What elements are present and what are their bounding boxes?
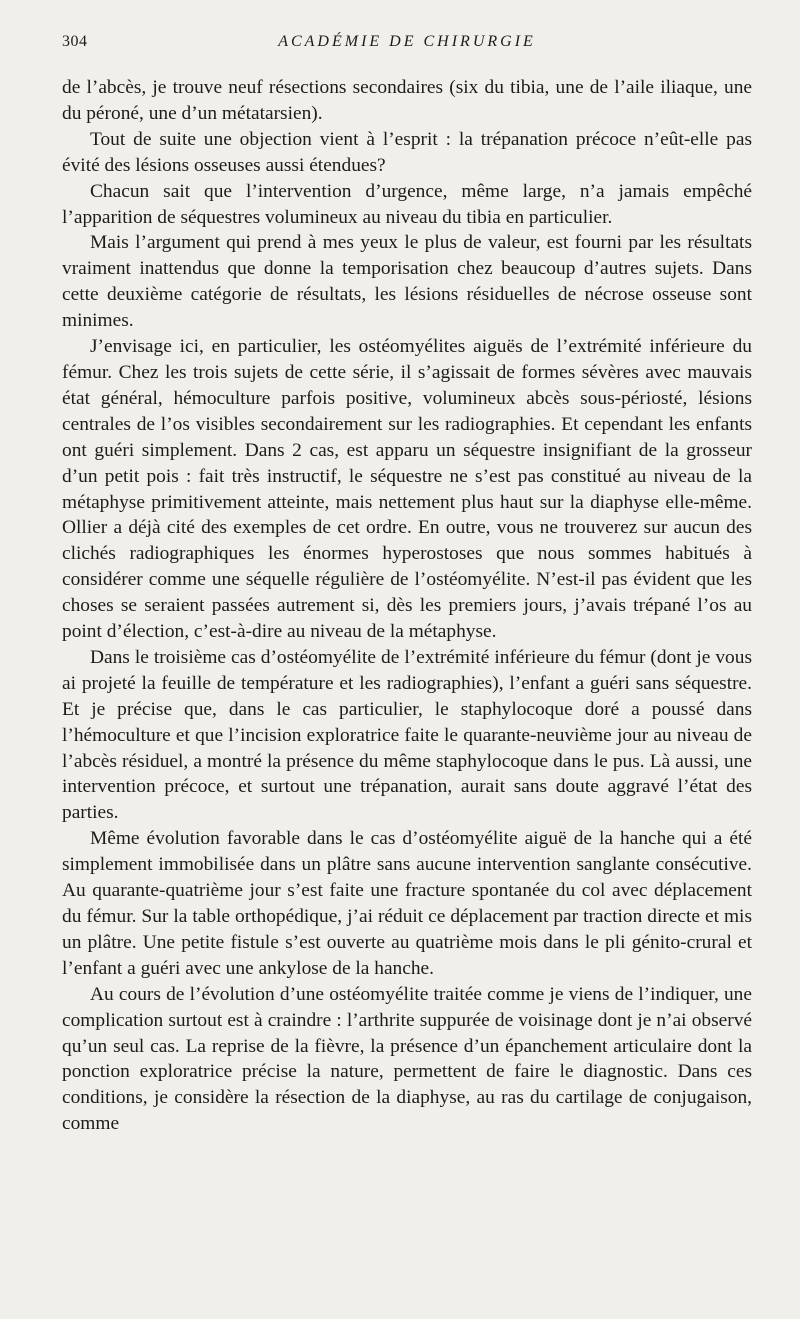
paragraph-2: Tout de suite une objection vient à l’esprit : la trépanation précoce n’eût-elle pas évité des lésions osseuses aussi étendues? xyxy=(62,128,752,176)
paragraph-4: Mais l’argument qui prend à mes yeux le plus de valeur, est fourni par les résultats vraiment inattendus que donne la temporisation chez beaucoup d’autres sujets. Dans cette deuxième catégorie de résultats, les lésions résiduelles de nécrose osseuse sont minimes. xyxy=(62,232,752,332)
paragraph-5: J’envisage ici, en particulier, les ostéomyélites aiguës de l’extrémité inférieure du fémur. Chez les trois sujets de cette série, il s’agissait de formes sévères avec mauvais état général, hémoculture parfois positive, volumineux abcès sous-périosté, lésions centrales de l’os visibles secondairement sur les radiographies. Et cependant les enfants ont guéri simplement. Dans 2 cas, est apparu un séquestre insignifiant de la grosseur d’un petit pois : fait très instructif, le séquestre ne s’est pas constitué au niveau de la métaphyse primitivement atteinte, mais nettement plus haut sur la diaphyse elle-même. Ollier a déjà cité des exemples de cet ordre. En outre, vous ne trouverez sur aucun des clichés radiographiques les énormes hyperostoses que nous sommes habitués à considérer comme une séquelle régulière de l’ostéomyélite. N’est-il pas évident que les choses se seraient passées autrement si, dès les premiers jours, j’avais trépané l’os au point d’élection, c’est-à-dire au niveau de la métaphyse. xyxy=(62,336,752,643)
paragraph-1: de l’abcès, je trouve neuf résections secondaires (six du tibia, une de l’aile iliaque, une du péroné, une d’un métatarsien). xyxy=(62,77,752,124)
page-header xyxy=(62,33,752,55)
paragraph-6: Dans le troisième cas d’ostéomyélite de l’extrémité inférieure du fémur (dont je vous ai projeté la feuille de température et les radiographies), l’enfant a guéri sans séquestre. Et je précise que, dans le cas particulier, le staphylocoque doré a poussé dans l’hémoculture et que l’incision exploratrice faite le quarante-neuvième jour au niveau de l’abcès résiduel, a montré la présence du même staphylocoque dans le pus. Là aussi, une intervention précoce, et surtout une trépanation, aurait sans doute aggravé l’état des parties. xyxy=(62,646,752,824)
page-number: 304 xyxy=(62,33,88,50)
body-text xyxy=(62,75,752,1137)
running-title: ACADÉMIE DE CHIRURGIE xyxy=(278,33,536,50)
paragraph-7: Même évolution favorable dans le cas d’ostéomyélite aiguë de la hanche qui a été simplement immobilisée dans un plâtre sans aucune intervention sanglante consécutive. Au quarante-quatrième jour s’est faite une fracture spontanée du col avec déplacement du fémur. Sur la table orthopédique, j’ai réduit ce déplacement par traction directe et mis un plâtre. Une petite fistule s’est ouverte au quatrième mois dans le pli génito-crural et l’enfant a guéri avec une ankylose de la hanche. xyxy=(62,828,752,979)
paragraph-8: Au cours de l’évolution d’une ostéomyélite traitée comme je viens de l’indiquer, une complication surtout est à craindre : l’arthrite suppurée de voisinage dont je n’ai observé qu’un seul cas. La reprise de la fièvre, la présence d’un épanchement articulaire dont la ponction exploratrice précise la nature, permettent de faire le diagnostic. Dans ces conditions, je considère la résection de la diaphyse, au ras du cartilage de conjugaison, comme xyxy=(62,983,752,1135)
paragraph-3: Chacun sait que l’intervention d’urgence, même large, n’a jamais empêché l’apparition de séquestres volumineux au niveau du tibia en particulier. xyxy=(62,180,752,228)
